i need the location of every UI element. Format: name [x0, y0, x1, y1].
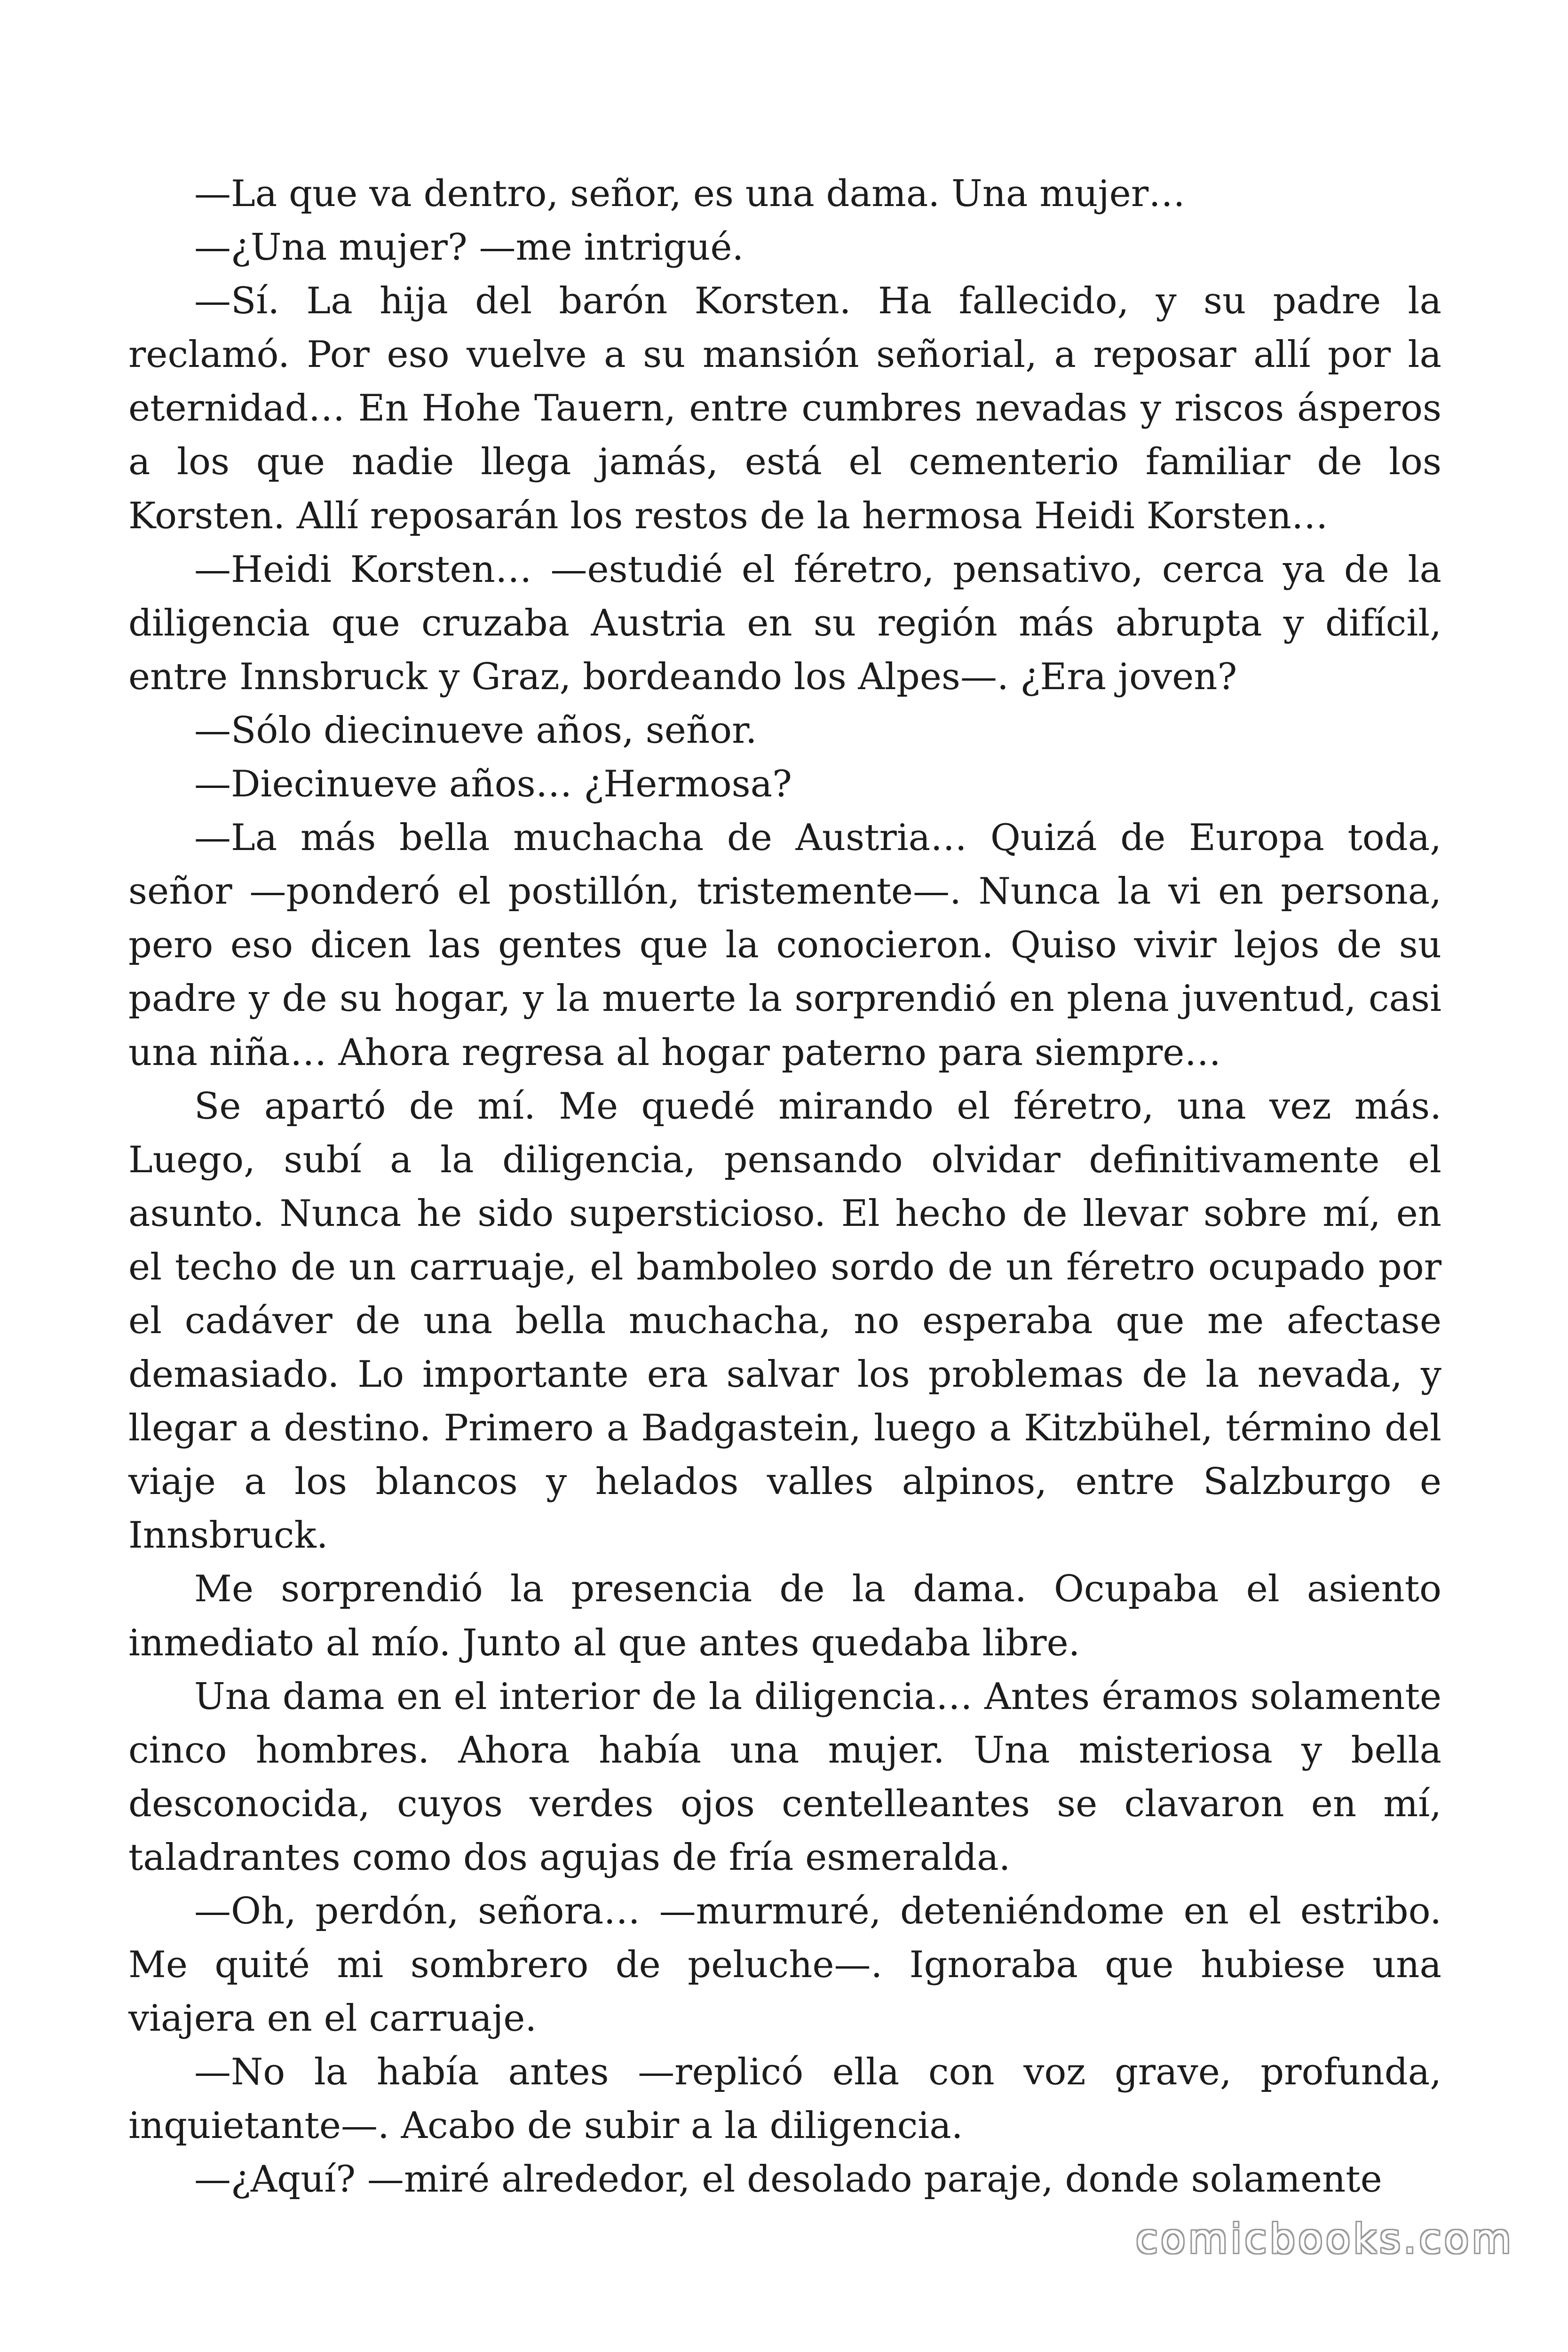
paragraph-9: Me sorprendió la presencia de la dama. Ocupaba el asiento inmediato al mío. Junto al que antes quedaba libre.: [128, 1568, 1441, 1664]
paragraph-7: —La más bella muchacha de Austria… Quizá de Europa toda, señor —ponderó el postillón, tristemente—. Nunca la vi en persona, pero eso dicen las gentes que la conocieron. Quiso vivir lejos de su padre y de su hogar, y la muerte la sorprendió en plena juventud, casi una niña… Ahora regresa al hogar paterno para siempre…: [128, 817, 1441, 1074]
paragraph-2: —¿Una mujer? —me intrigué.: [194, 226, 744, 269]
paragraph-11: —Oh, perdón, señora… —murmuré, deteniéndome en el estribo. Me quité mi sombrero de peluche—. Ignoraba que hubiese una viajera en el carruaje.: [128, 1890, 1441, 2040]
page-body: [128, 167, 1441, 2207]
paragraph-13: —¿Aquí? —miré alrededor, el desolado paraje, donde solamente: [194, 2158, 1382, 2201]
paragraph-6: —Diecinueve años… ¿Hermosa?: [194, 763, 792, 806]
paragraph-10: Una dama en el interior de la diligencia… Antes éramos solamente cinco hombres. Ahora había una mujer. Una misteriosa y bella desconocida, cuyos verdes ojos centelleantes se clavaron en mí, taladrantes como dos agujas de fría esmeralda.: [128, 1675, 1441, 1879]
watermark: comicbooks.com: [1135, 2216, 1514, 2263]
paragraph-8: Se apartó de mí. Me quedé mirando el féretro, una vez más. Luego, subí a la diligencia, pensando olvidar definitivamente el asunto. Nunca he sido supersticioso. El hecho de llevar sobre mí, en el techo de un carruaje, el bamboleo sordo de un féretro ocupado por el cadáver de una bella muchacha, no esperaba que me afectase demasiado. Lo importante era salvar los problemas de la nevada, y llegar a destino. Primero a Badgastein, luego a Kitzbühel, término del viaje a los blancos y helados valles alpinos, entre Salzburgo e Innsbruck.: [128, 1085, 1441, 1557]
paragraph-3: —Sí. La hija del barón Korsten. Ha fallecido, y su padre la reclamó. Por eso vuelve a su mansión señorial, a reposar allí por la eternidad… En Hohe Tauern, entre cumbres nevadas y riscos ásperos a los que nadie llega jamás, está el cementerio familiar de los Korsten. Allí reposarán los restos de la hermosa Heidi Korsten…: [128, 280, 1441, 537]
paragraph-12: —No la había antes —replicó ella con voz grave, profunda, inquietante—. Acabo de subir a la diligencia.: [128, 2051, 1441, 2147]
paragraph-5: —Sólo diecinueve años, señor.: [194, 709, 757, 752]
paragraph-4: —Heidi Korsten… —estudié el féretro, pensativo, cerca ya de la diligencia que cruzaba Austria en su región más abrupta y difícil, entre Innsbruck y Graz, bordeando los Alpes—. ¿Era joven?: [128, 548, 1441, 698]
paragraph-1: —La que va dentro, señor, es una dama. Una mujer…: [194, 173, 1186, 215]
